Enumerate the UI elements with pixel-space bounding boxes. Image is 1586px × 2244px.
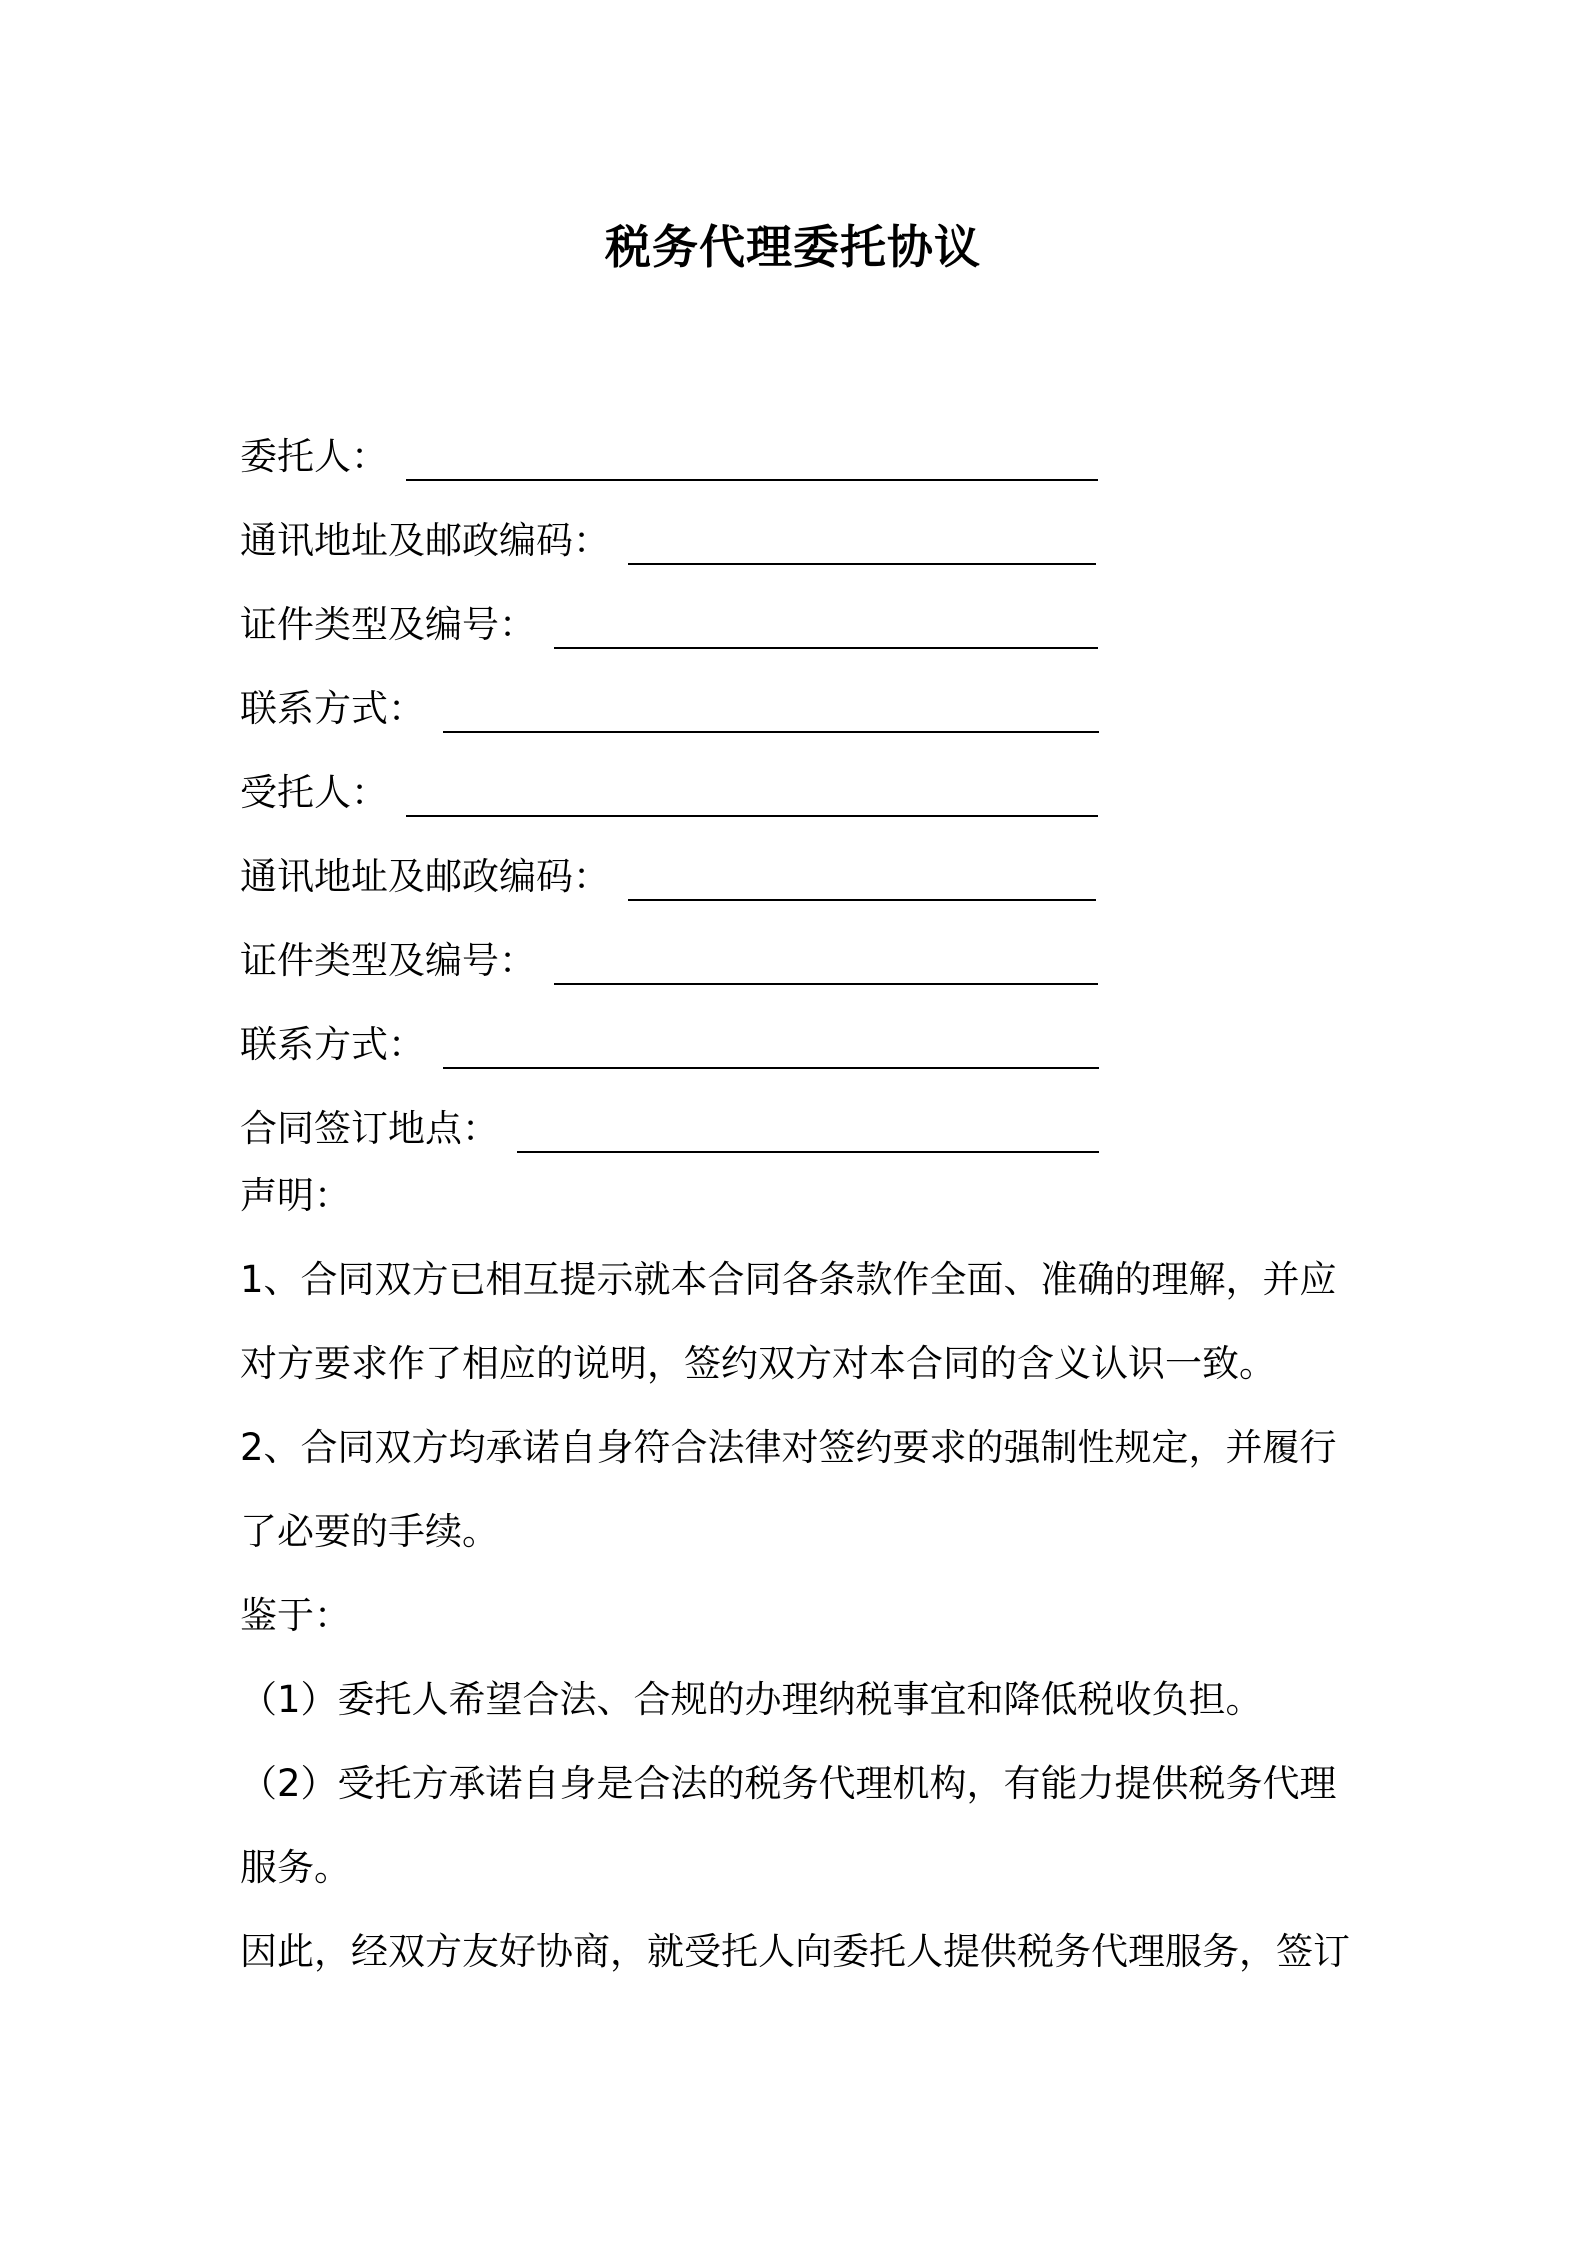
blank-line[interactable] [517,1111,1099,1153]
blank-line[interactable] [628,523,1096,565]
party-fields [240,405,1090,1161]
field-label: 合同签订地点： [240,1107,499,1150]
conclusion-paragraph: 因此，经双方友好协商，就受托人向委托人提供税务代理服务，签订 [240,1930,1350,1973]
field-label: 联系方式： [240,687,425,730]
field-label: 通讯地址及邮政编码： [240,855,610,898]
field-row-signing-place [240,1077,1090,1161]
field-label: 证件类型及编号： [240,939,536,982]
whereas-item-1: （1）委托人希望合法、合规的办理纳税事宜和降低税收负担。 [240,1678,1263,1721]
blank-line[interactable] [406,439,1098,481]
field-row-client-address [240,489,1090,573]
field-label: 证件类型及编号： [240,603,536,646]
field-row-client-contact [240,657,1090,741]
blank-line[interactable] [628,859,1096,901]
blank-line[interactable] [443,1027,1099,1069]
document-title: 税务代理委托协议 [605,220,981,274]
blank-line[interactable] [554,607,1098,649]
field-label: 通讯地址及邮政编码： [240,519,610,562]
field-row-agent [240,741,1090,825]
statement-item-1: 1、合同双方已相互提示就本合同各条款作全面、准确的理解，并应对方要求作了相应的说明，签约双方对本合同的含义认识一致。 [240,1258,1337,1385]
document-body [240,1154,1360,1994]
blank-line[interactable] [443,691,1099,733]
blank-line[interactable] [406,775,1098,817]
field-label: 委托人： [240,435,388,478]
field-row-agent-id [240,909,1090,993]
field-row-agent-contact [240,993,1090,1077]
field-row-agent-address [240,825,1090,909]
field-row-client [240,405,1090,489]
statement-item-2: 2、合同双方均承诺自身符合法律对签约要求的强制性规定，并履行了必要的手续。 [240,1426,1337,1553]
statement-heading: 声明： [240,1174,351,1217]
field-label: 联系方式： [240,1023,425,1066]
field-label: 受托人： [240,771,388,814]
whereas-heading: 鉴于： [240,1594,351,1637]
field-row-client-id [240,573,1090,657]
blank-line[interactable] [554,943,1098,985]
whereas-item-2: （2）受托方承诺自身是合法的税务代理机构，有能力提供税务代理服务。 [240,1762,1337,1889]
